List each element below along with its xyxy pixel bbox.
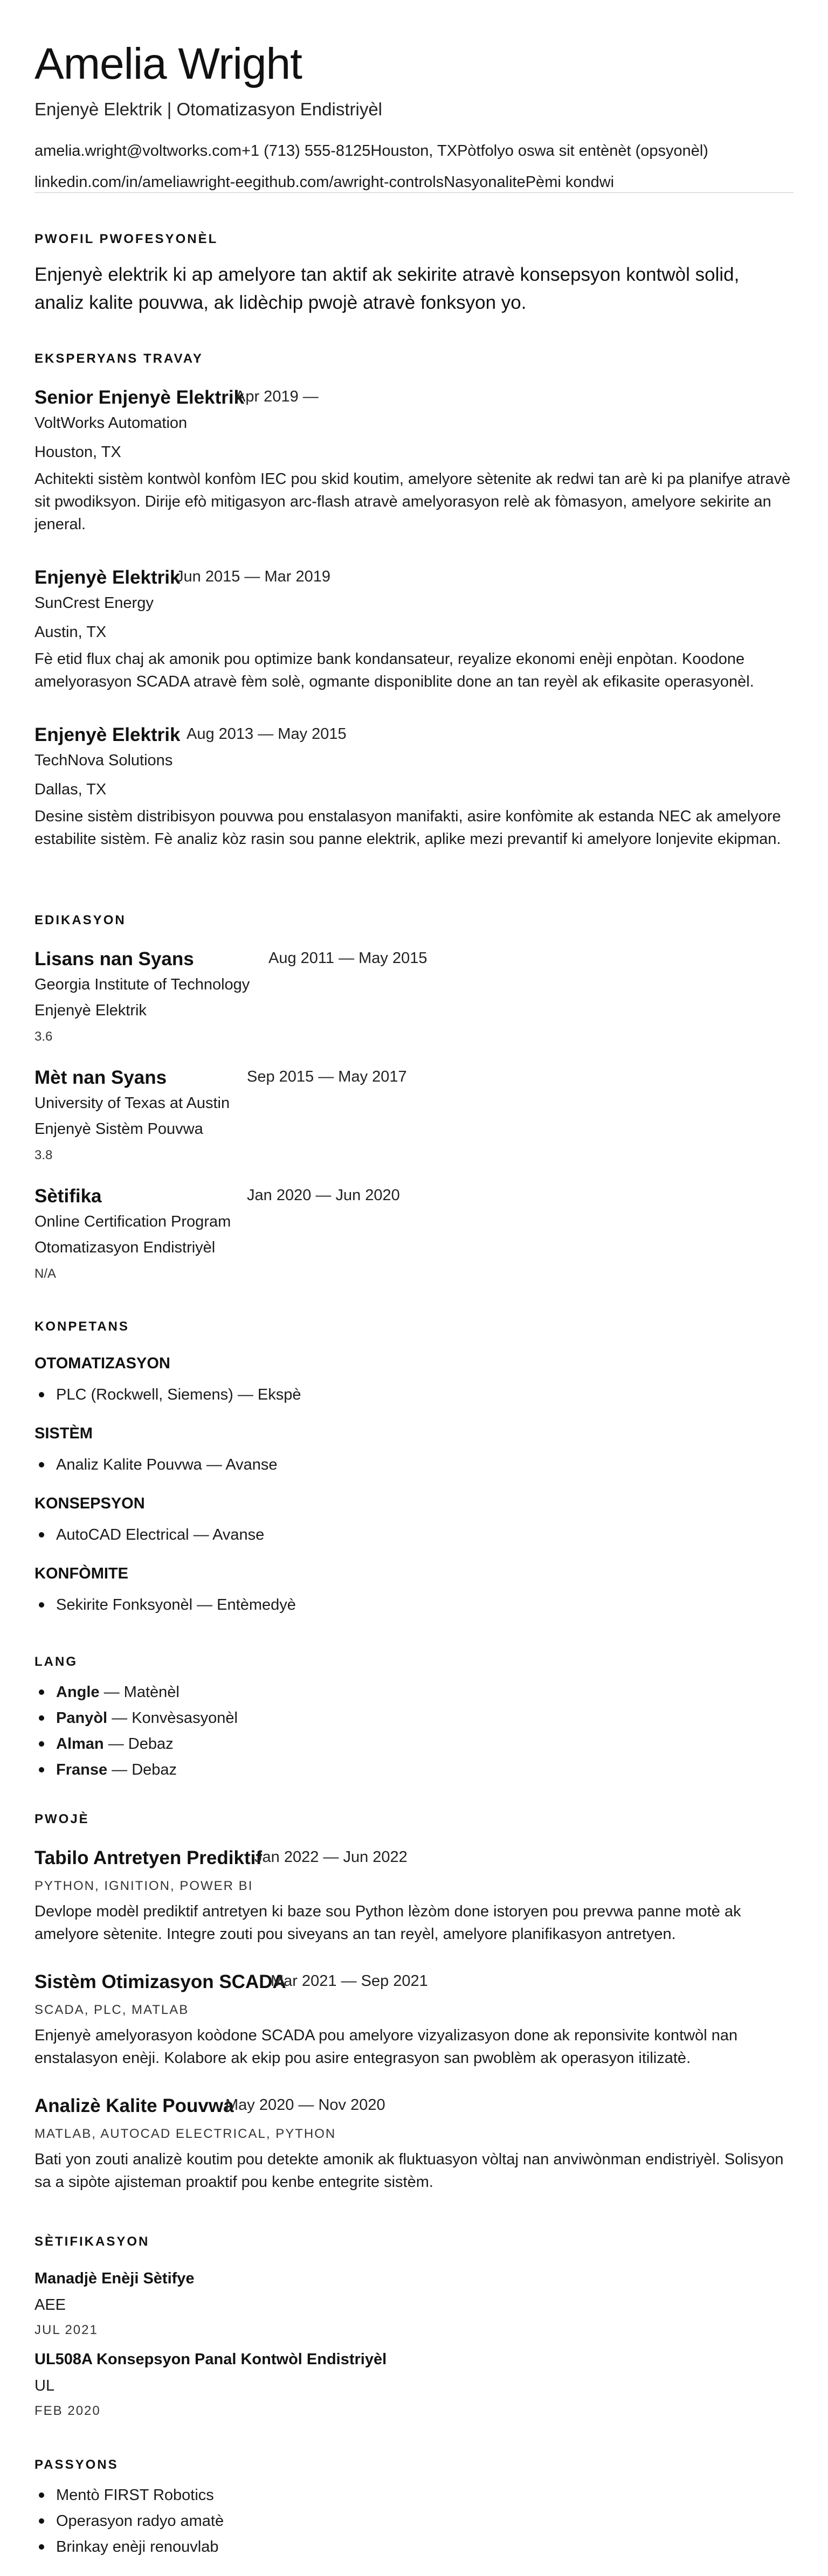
skill-category: SISTÈM — [34, 1425, 93, 1442]
language-name: Franse — [56, 1761, 108, 1778]
permit-text: Pèmi kondwi — [525, 174, 615, 191]
job-description: Achitekti sistèm kontwòl konfòm IEC pou skid koutim, amelyore sètenite ak redwi tan arè ki pa planifye atravè sit pwodiksyon. Dirije efò mitigasyon arc-flash atravè amelyorasyon relè ak fòmasyon, amelyore sekirite an jeneral. — [34, 470, 791, 533]
certification-date: JUL 2021 — [34, 2323, 98, 2337]
school-name: Online Certification Program — [34, 1213, 231, 1230]
project-tech: MATLAB, AUTOCAD ELECTRICAL, PYTHON — [34, 2127, 336, 2141]
certifications-heading: SÈTIFIKASYON — [34, 2234, 150, 2249]
location-text: Houston, TX — [370, 142, 458, 160]
job-title: Senior Enjenyè Elektrik — [34, 387, 245, 408]
language-level: — Debaz — [107, 1761, 177, 1778]
project-description: Bati yon zouti analizè koutim pou detekte amonik ak fluktuasyon vòltaj nan anviwònman endistriyèl. Solisyon sa a sipòte ajisteman proaktif pou kenbe entegrite sistèm. — [34, 2151, 784, 2191]
skill-item: PLC (Rockwell, Siemens) — Ekspè — [34, 1382, 301, 1408]
job-location: Dallas, TX — [34, 781, 107, 798]
phone-link[interactable]: +1 (713) 555-8125 — [241, 142, 371, 160]
project-tech: PYTHON, IGNITION, POWER BI — [34, 1879, 253, 1893]
degree-title: Sètifika — [34, 1186, 102, 1207]
job-company: SunCrest Energy — [34, 594, 154, 612]
skill-item: AutoCAD Electrical — Avanse — [34, 1522, 264, 1548]
degree-title: Lisans nan Syans — [34, 948, 194, 970]
skill-item: Sekirite Fonksyonèl — Entèmedyè — [34, 1592, 296, 1618]
school-name: University of Texas at Austin — [34, 1095, 230, 1112]
languages-heading: LANG — [34, 1654, 78, 1669]
skill-category: OTOMATIZASYON — [34, 1355, 170, 1372]
project-description: Devlope modèl prediktif antretyen ki baze sou Python lèzòm done istoryen pou prevwa panne motè ak amelyore sètenite. Integre zouti pou siveyans an tan reyèl, amelyore planifikasyon antretyen. — [34, 1903, 741, 1943]
field-of-study: Otomatizasyon Endistriyèl — [34, 1239, 216, 1256]
hobby-item: Brinkay enèji renouvlab — [34, 2534, 224, 2560]
project-title: Tabilo Antretyen Prediktif — [34, 1847, 262, 1868]
language-level: — Konvèsasyonèl — [107, 1709, 238, 1727]
contact-row-2 — [34, 174, 614, 191]
hobby-item: Mentò FIRST Robotics — [34, 2482, 224, 2508]
degree-dates: Sep 2015 — May 2017 — [247, 1068, 407, 1085]
job-description: Fè etid flux chaj ak amonik pou optimize bank kondansateur, reyalize ekonomi enèji enpòtan. Koodone amelyorasyon SCADA atravè fèm solè, ogmante disponiblite done an tan reyèl ak efikasite operasyonèl. — [34, 650, 754, 690]
education-heading: EDIKASYON — [34, 913, 126, 927]
language-level: — Debaz — [104, 1735, 174, 1753]
language-item — [34, 1731, 238, 1757]
job-dates: Apr 2019 — — [235, 388, 319, 405]
portfolio-link[interactable]: Pòtfolyo oswa sit entènèt (opsyonèl) — [457, 142, 708, 160]
field-of-study: Enjenyè Sistèm Pouvwa — [34, 1120, 203, 1138]
profile-heading: PWOFIL PWOFESYONÈL — [34, 232, 218, 246]
skill-list — [34, 1452, 278, 1478]
profile-summary: Enjenyè elektrik ki ap amelyore tan aktif ak sekirite atravè konsepsyon kontwòl solid, analiz kalite pouvwa, ak lidèchip pwojè atravè fonksyon yo. — [34, 264, 740, 313]
job-dates: Jun 2015 — Mar 2019 — [176, 568, 330, 585]
gpa: 3.8 — [34, 1148, 53, 1162]
job-dates: Aug 2013 — May 2015 — [187, 725, 347, 743]
job-company: VoltWorks Automation — [34, 414, 188, 432]
school-name: Georgia Institute of Technology — [34, 976, 250, 993]
language-item — [34, 1679, 238, 1705]
skill-list — [34, 1522, 264, 1548]
job-location: Austin, TX — [34, 624, 107, 641]
skills-heading: KONPETANS — [34, 1319, 129, 1334]
project-title: Sistèm Otimizasyon SCADA — [34, 1971, 286, 1992]
job-title: Enjenyè Elektrik — [34, 724, 181, 745]
skill-list — [34, 1382, 301, 1408]
job-location: Houston, TX — [34, 444, 121, 461]
linkedin-link[interactable]: linkedin.com/in/ameliawright-ee — [34, 174, 253, 191]
certification-issuer: UL — [34, 2377, 55, 2394]
language-name: Panyòl — [56, 1709, 108, 1727]
job-title: Enjenyè Elektrik — [34, 567, 181, 588]
project-dates: May 2020 — Nov 2020 — [225, 2096, 385, 2114]
hobby-list — [34, 2482, 224, 2560]
language-item — [34, 1757, 238, 1783]
language-name: Angle — [56, 1684, 100, 1701]
email-link[interactable]: amelia.wright@voltworks.com — [34, 142, 242, 160]
job-company: TechNova Solutions — [34, 752, 173, 769]
project-title: Analizè Kalite Pouvwa — [34, 2095, 234, 2116]
degree-dates: Aug 2011 — May 2015 — [268, 950, 427, 967]
contact-row-1 — [34, 142, 708, 160]
github-link[interactable]: github.com/awright-controls — [252, 174, 444, 191]
certification-title: Manadjè Enèji Sètifye — [34, 2270, 195, 2287]
certification-issuer: AEE — [34, 2296, 66, 2314]
degree-title: Mèt nan Syans — [34, 1067, 167, 1088]
skill-item: Analiz Kalite Pouvwa — Avanse — [34, 1452, 278, 1478]
gpa: 3.6 — [34, 1029, 53, 1044]
hobby-item: Operasyon radyo amatè — [34, 2508, 224, 2534]
certification-title: UL508A Konsepsyon Panal Kontwòl Endistriyèl — [34, 2351, 387, 2368]
project-dates: Jan 2022 — Jun 2022 — [254, 1848, 408, 1866]
language-name: Alman — [56, 1735, 104, 1753]
projects-heading: PWOJÈ — [34, 1812, 89, 1826]
header-divider — [34, 192, 794, 193]
candidate-name: Amelia Wright — [34, 39, 302, 88]
language-level: — Matènèl — [99, 1684, 180, 1701]
skill-list — [34, 1592, 296, 1618]
project-tech: SCADA, PLC, MATLAB — [34, 2003, 189, 2017]
experience-heading: EKSPERYANS TRAVAY — [34, 351, 203, 366]
certification-date: FEB 2020 — [34, 2404, 101, 2418]
job-description: Desine sistèm distribisyon pouvwa pou enstalasyon manifakti, asire konfòmite ak estanda NEC ak amelyore estabilite sistèm. Fè analiz kòz rasin sou panne elektrik, aplike mezi prevantif ki amelyore lonjevite ekipman. — [34, 808, 781, 848]
skill-category: KONFÒMITE — [34, 1565, 128, 1582]
nationality-text: Nasyonalite — [444, 174, 526, 191]
field-of-study: Enjenyè Elektrik — [34, 1002, 147, 1019]
headline: Enjenyè Elektrik | Otomatizasyon Endistriyèl — [34, 99, 382, 119]
language-item — [34, 1705, 238, 1731]
project-description: Enjenyè amelyorasyon koòdone SCADA pou amelyore vizyalizasyon done ak reponsivite kontwòl nan enstalasyon enèji. Kolabore ak ekip pou asire entegrasyon san pwoblèm ak operasyon itilizatè. — [34, 2027, 738, 2067]
project-dates: Mar 2021 — Sep 2021 — [271, 1972, 428, 1990]
gpa: N/A — [34, 1266, 57, 1281]
language-list — [34, 1679, 238, 1783]
skill-category: KONSEPSYON — [34, 1495, 145, 1512]
hobbies-heading: PASSYONS — [34, 2457, 119, 2472]
degree-dates: Jan 2020 — Jun 2020 — [247, 1187, 400, 1204]
